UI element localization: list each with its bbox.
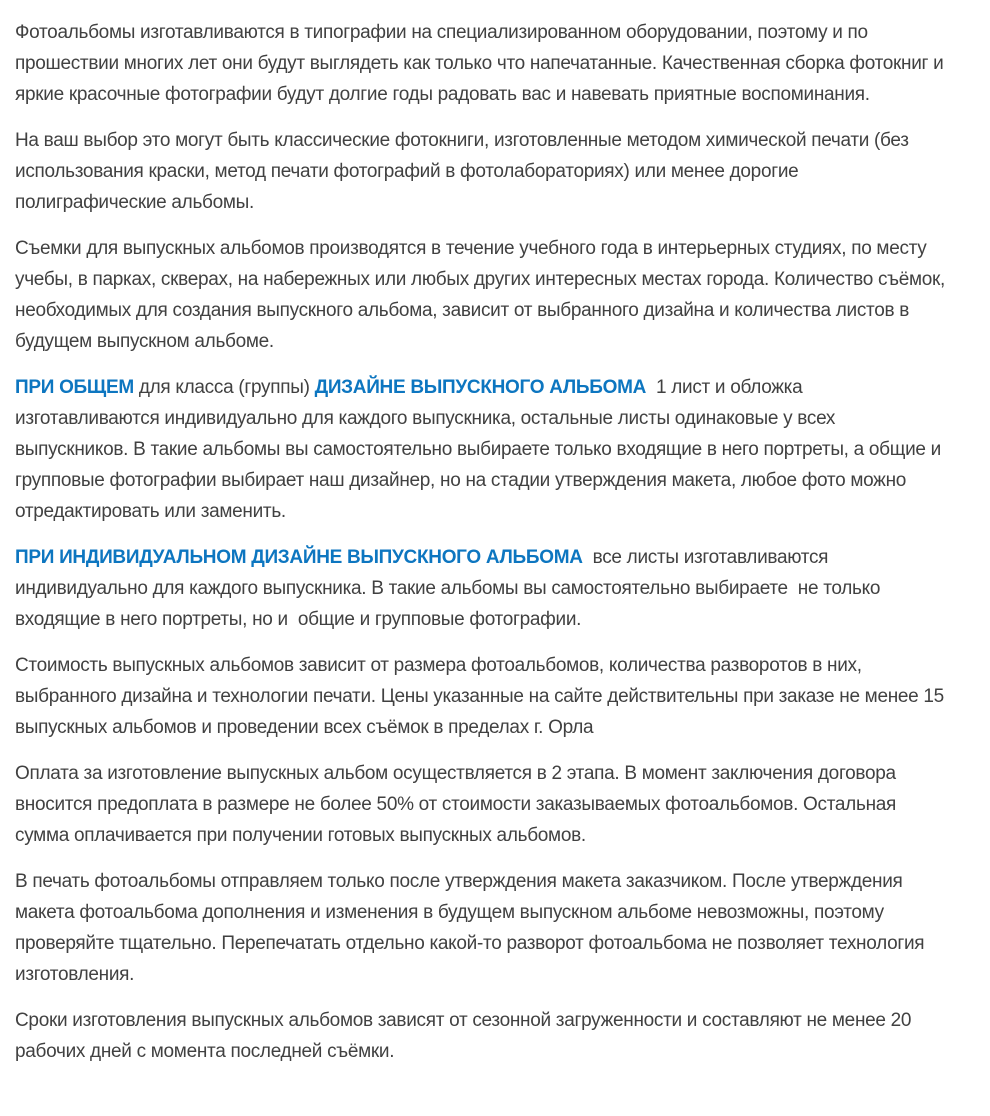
paragraph-text: В печать фотоальбомы отправляем только после утверждения макета заказчиком. После утверждения макета фотоальбома дополнения и изменения в будущем выпускном альбоме невозможны, поэтому проверяйте тщательно. Перепечатать отдельно какой-то разворот фотоальбома не позволяет технология изготовления.: [15, 871, 930, 985]
paragraph-individual-design: [15, 542, 950, 635]
paragraph-text: Фотоальбомы изготавливаются в типографии на специализированном оборудовании, поэтому и по прошествии многих лет они будут выглядеть как только что напечатанные. Качественная сборка фотокниг и яркие красочные фотографии будут долгие годы радовать вас и навевать приятные воспоминания.: [15, 22, 949, 105]
paragraph-album-types: [15, 125, 950, 218]
paragraph-payment: [15, 758, 950, 851]
highlight-album-design: ДИЗАЙНЕ ВЫПУСКНОГО АЛЬБОМА: [314, 377, 647, 398]
paragraph-text: для класса (группы): [133, 377, 315, 398]
paragraph-production-time: [15, 1005, 950, 1067]
paragraph-common-design: [15, 372, 950, 527]
highlight-common-design: ПРИ ОБЩЕМ: [15, 377, 134, 398]
paragraph-text: все листы изготавливаются индивидуально для каждого выпускника. В такие альбомы вы самостоятельно выбираете не только входящие в него портреты, но и общие и групповые фотографии.: [15, 547, 886, 630]
paragraph-text: Сроки изготовления выпускных альбомов зависят от сезонной загруженности и составляют не менее 20 рабочих дней с момента последней съёмки.: [15, 1010, 917, 1062]
paragraph-text: Съемки для выпускных альбомов производятся в течение учебного года в интерьерных студиях, по месту учебы, в парках, скверах, на набережных или любых других интересных местах города. Количество съёмок, необходимых для создания выпускного альбома, зависит от выбранного дизайна и количества листов в будущем выпускном альбоме.: [15, 238, 951, 352]
paragraph-text: Оплата за изготовление выпускных альбом осуществляется в 2 этапа. В момент заключения договора вносится предоплата в размере не более 50% от стоимости заказываемых фотоальбомов. Остальная сумма оплачивается при получении готовых выпускных альбомов.: [15, 763, 901, 846]
highlight-individual-design: ПРИ ИНДИВИДУАЛЬНОМ ДИЗАЙНЕ ВЫПУСКНОГО АЛЬБОМА: [15, 547, 583, 568]
paragraph-text: На ваш выбор это могут быть классические фотокниги, изготовленные методом химической печати (без использования краски, метод печати фотографий в фотолабораториях) или менее дорогие полиграфические альбомы.: [15, 130, 914, 213]
paragraph-production-quality: [15, 17, 950, 110]
paragraph-text: 1 лист и обложка изготавливаются индивидуально для каждого выпускника, остальные листы одинаковые у всех выпускников. В такие альбомы вы самостоятельно выбираете только входящие в него портреты, а общие и групповые фотографии выбирает наш дизайнер, но на стадии утверждения макета, любое фото можно отредактировать или заменить.: [15, 377, 946, 522]
paragraph-pricing: [15, 650, 950, 743]
paragraph-text: Стоимость выпускных альбомов зависит от размера фотоальбомов, количества разворотов в них, выбранного дизайна и технологии печати. Цены указанные на сайте действительны при заказе не менее 15 выпускных альбомов и проведении всех съёмок в пределах г. Орла: [15, 655, 949, 738]
paragraph-print-approval: [15, 866, 950, 990]
paragraph-photoshoots: [15, 233, 950, 357]
